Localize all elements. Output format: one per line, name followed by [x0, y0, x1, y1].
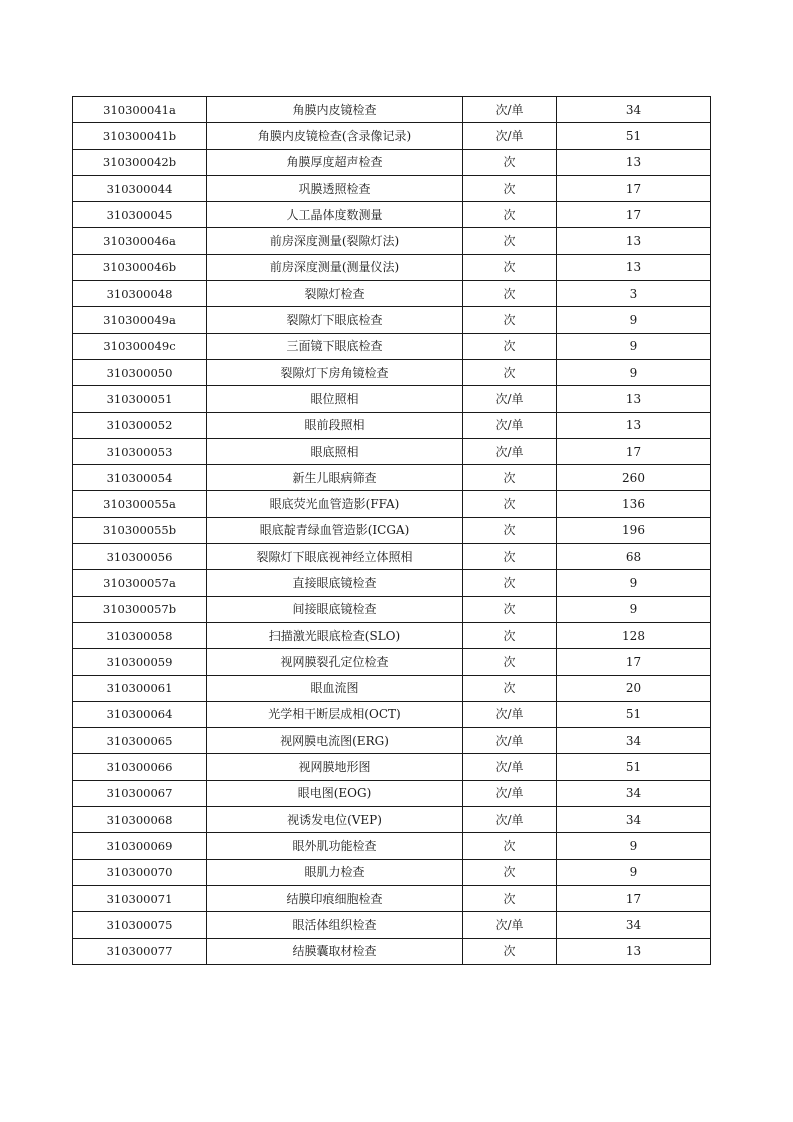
price-cell: 20 — [557, 675, 711, 701]
item-code-cell: 310300045 — [73, 202, 207, 228]
price-cell: 136 — [557, 491, 711, 517]
fee-schedule-table — [72, 96, 711, 965]
table-body — [73, 97, 711, 965]
unit-cell: 次 — [463, 649, 557, 675]
table-row — [73, 438, 711, 464]
price-cell: 196 — [557, 517, 711, 543]
price-cell: 9 — [557, 596, 711, 622]
table-row — [73, 123, 711, 149]
unit-cell: 次/单 — [463, 807, 557, 833]
item-code-cell: 310300057a — [73, 570, 207, 596]
item-code-cell: 310300075 — [73, 912, 207, 938]
table-row — [73, 386, 711, 412]
item-code-cell: 310300065 — [73, 728, 207, 754]
item-name-cell: 三面镜下眼底检查 — [207, 333, 463, 359]
item-name-cell: 眼电图(EOG) — [207, 780, 463, 806]
unit-cell: 次/单 — [463, 438, 557, 464]
unit-cell: 次 — [463, 675, 557, 701]
item-code-cell: 310300058 — [73, 622, 207, 648]
item-name-cell: 眼底荧光血管造影(FFA) — [207, 491, 463, 517]
unit-cell: 次 — [463, 281, 557, 307]
unit-cell: 次/单 — [463, 728, 557, 754]
unit-cell: 次 — [463, 938, 557, 964]
table-row — [73, 202, 711, 228]
price-cell: 34 — [557, 807, 711, 833]
table-row — [73, 359, 711, 385]
price-cell: 13 — [557, 254, 711, 280]
item-code-cell: 310300064 — [73, 701, 207, 727]
table-row — [73, 307, 711, 333]
item-code-cell: 310300070 — [73, 859, 207, 885]
item-name-cell: 眼底照相 — [207, 438, 463, 464]
item-code-cell: 310300059 — [73, 649, 207, 675]
price-cell: 34 — [557, 728, 711, 754]
unit-cell: 次 — [463, 254, 557, 280]
table-row — [73, 754, 711, 780]
price-cell: 68 — [557, 544, 711, 570]
unit-cell: 次 — [463, 333, 557, 359]
item-name-cell: 裂隙灯检查 — [207, 281, 463, 307]
item-name-cell: 结膜囊取材检查 — [207, 938, 463, 964]
item-code-cell: 310300050 — [73, 359, 207, 385]
unit-cell: 次 — [463, 228, 557, 254]
price-cell: 13 — [557, 149, 711, 175]
unit-cell: 次 — [463, 859, 557, 885]
item-code-cell: 310300049a — [73, 307, 207, 333]
table-row — [73, 333, 711, 359]
table-row — [73, 254, 711, 280]
item-code-cell: 310300053 — [73, 438, 207, 464]
item-name-cell: 视网膜地形图 — [207, 754, 463, 780]
item-name-cell: 裂隙灯下眼底视神经立体照相 — [207, 544, 463, 570]
item-code-cell: 310300067 — [73, 780, 207, 806]
unit-cell: 次 — [463, 517, 557, 543]
item-name-cell: 扫描激光眼底检查(SLO) — [207, 622, 463, 648]
item-name-cell: 眼底靛青绿血管造影(ICGA) — [207, 517, 463, 543]
item-code-cell: 310300052 — [73, 412, 207, 438]
item-name-cell: 光学相干断层成相(OCT) — [207, 701, 463, 727]
item-code-cell: 310300056 — [73, 544, 207, 570]
item-name-cell: 视网膜电流图(ERG) — [207, 728, 463, 754]
item-code-cell: 310300071 — [73, 885, 207, 911]
price-cell: 13 — [557, 228, 711, 254]
price-cell: 3 — [557, 281, 711, 307]
table-row — [73, 701, 711, 727]
table-row — [73, 649, 711, 675]
item-code-cell: 310300044 — [73, 175, 207, 201]
item-name-cell: 眼血流图 — [207, 675, 463, 701]
item-name-cell: 结膜印痕细胞检查 — [207, 885, 463, 911]
item-code-cell: 310300051 — [73, 386, 207, 412]
table-row — [73, 912, 711, 938]
table-row — [73, 622, 711, 648]
unit-cell: 次/单 — [463, 780, 557, 806]
item-code-cell: 310300057b — [73, 596, 207, 622]
item-name-cell: 人工晶体度数测量 — [207, 202, 463, 228]
item-name-cell: 视网膜裂孔定位检查 — [207, 649, 463, 675]
unit-cell: 次 — [463, 885, 557, 911]
item-code-cell: 310300069 — [73, 833, 207, 859]
item-name-cell: 裂隙灯下房角镜检查 — [207, 359, 463, 385]
table-row — [73, 544, 711, 570]
table-row — [73, 859, 711, 885]
item-code-cell: 310300061 — [73, 675, 207, 701]
table-row — [73, 885, 711, 911]
table-row — [73, 517, 711, 543]
price-cell: 13 — [557, 386, 711, 412]
item-name-cell: 间接眼底镜检查 — [207, 596, 463, 622]
price-cell: 17 — [557, 438, 711, 464]
table-row — [73, 491, 711, 517]
price-cell: 17 — [557, 885, 711, 911]
item-code-cell: 310300055a — [73, 491, 207, 517]
table-row — [73, 570, 711, 596]
item-code-cell: 310300049c — [73, 333, 207, 359]
price-cell: 13 — [557, 938, 711, 964]
table-row — [73, 728, 711, 754]
table-row — [73, 596, 711, 622]
price-cell: 260 — [557, 465, 711, 491]
item-name-cell: 眼位照相 — [207, 386, 463, 412]
item-name-cell: 角膜内皮镜检查(含录像记录) — [207, 123, 463, 149]
table-row — [73, 175, 711, 201]
table-row — [73, 675, 711, 701]
unit-cell: 次 — [463, 465, 557, 491]
item-code-cell: 310300066 — [73, 754, 207, 780]
item-code-cell: 310300068 — [73, 807, 207, 833]
price-cell: 17 — [557, 202, 711, 228]
unit-cell: 次 — [463, 307, 557, 333]
price-cell: 34 — [557, 912, 711, 938]
table-row — [73, 465, 711, 491]
price-cell: 51 — [557, 123, 711, 149]
price-cell: 9 — [557, 307, 711, 333]
price-cell: 13 — [557, 412, 711, 438]
unit-cell: 次 — [463, 359, 557, 385]
price-cell: 34 — [557, 780, 711, 806]
price-cell: 34 — [557, 97, 711, 123]
price-cell: 9 — [557, 859, 711, 885]
unit-cell: 次 — [463, 544, 557, 570]
item-code-cell: 310300042b — [73, 149, 207, 175]
price-cell: 9 — [557, 833, 711, 859]
unit-cell: 次/单 — [463, 701, 557, 727]
unit-cell: 次 — [463, 175, 557, 201]
unit-cell: 次/单 — [463, 123, 557, 149]
price-cell: 51 — [557, 754, 711, 780]
unit-cell: 次 — [463, 596, 557, 622]
item-code-cell: 310300041a — [73, 97, 207, 123]
item-name-cell: 巩膜透照检查 — [207, 175, 463, 201]
unit-cell: 次/单 — [463, 97, 557, 123]
table-row — [73, 228, 711, 254]
item-name-cell: 角膜厚度超声检查 — [207, 149, 463, 175]
item-name-cell: 眼外肌功能检查 — [207, 833, 463, 859]
table-row — [73, 97, 711, 123]
table-row — [73, 807, 711, 833]
item-name-cell: 前房深度测量(裂隙灯法) — [207, 228, 463, 254]
price-cell: 128 — [557, 622, 711, 648]
item-code-cell: 310300041b — [73, 123, 207, 149]
item-name-cell: 新生儿眼病筛查 — [207, 465, 463, 491]
item-code-cell: 310300077 — [73, 938, 207, 964]
item-name-cell: 眼肌力检查 — [207, 859, 463, 885]
item-code-cell: 310300055b — [73, 517, 207, 543]
item-name-cell: 眼活体组织检查 — [207, 912, 463, 938]
unit-cell: 次 — [463, 833, 557, 859]
item-name-cell: 角膜内皮镜检查 — [207, 97, 463, 123]
table-row — [73, 281, 711, 307]
unit-cell: 次/单 — [463, 412, 557, 438]
unit-cell: 次 — [463, 570, 557, 596]
item-name-cell: 前房深度测量(测量仪法) — [207, 254, 463, 280]
item-code-cell: 310300046a — [73, 228, 207, 254]
price-cell: 51 — [557, 701, 711, 727]
table-row — [73, 833, 711, 859]
item-name-cell: 眼前段照相 — [207, 412, 463, 438]
item-code-cell: 310300054 — [73, 465, 207, 491]
item-code-cell: 310300046b — [73, 254, 207, 280]
price-cell: 9 — [557, 570, 711, 596]
price-cell: 17 — [557, 175, 711, 201]
unit-cell: 次 — [463, 202, 557, 228]
price-cell: 9 — [557, 359, 711, 385]
item-code-cell: 310300048 — [73, 281, 207, 307]
unit-cell: 次 — [463, 622, 557, 648]
table-row — [73, 149, 711, 175]
price-cell: 9 — [557, 333, 711, 359]
unit-cell: 次/单 — [463, 754, 557, 780]
item-name-cell: 视诱发电位(VEP) — [207, 807, 463, 833]
table-row — [73, 780, 711, 806]
item-name-cell: 裂隙灯下眼底检查 — [207, 307, 463, 333]
table-row — [73, 412, 711, 438]
unit-cell: 次 — [463, 491, 557, 517]
table-row — [73, 938, 711, 964]
unit-cell: 次 — [463, 149, 557, 175]
item-name-cell: 直接眼底镜检查 — [207, 570, 463, 596]
unit-cell: 次/单 — [463, 912, 557, 938]
unit-cell: 次/单 — [463, 386, 557, 412]
price-cell: 17 — [557, 649, 711, 675]
